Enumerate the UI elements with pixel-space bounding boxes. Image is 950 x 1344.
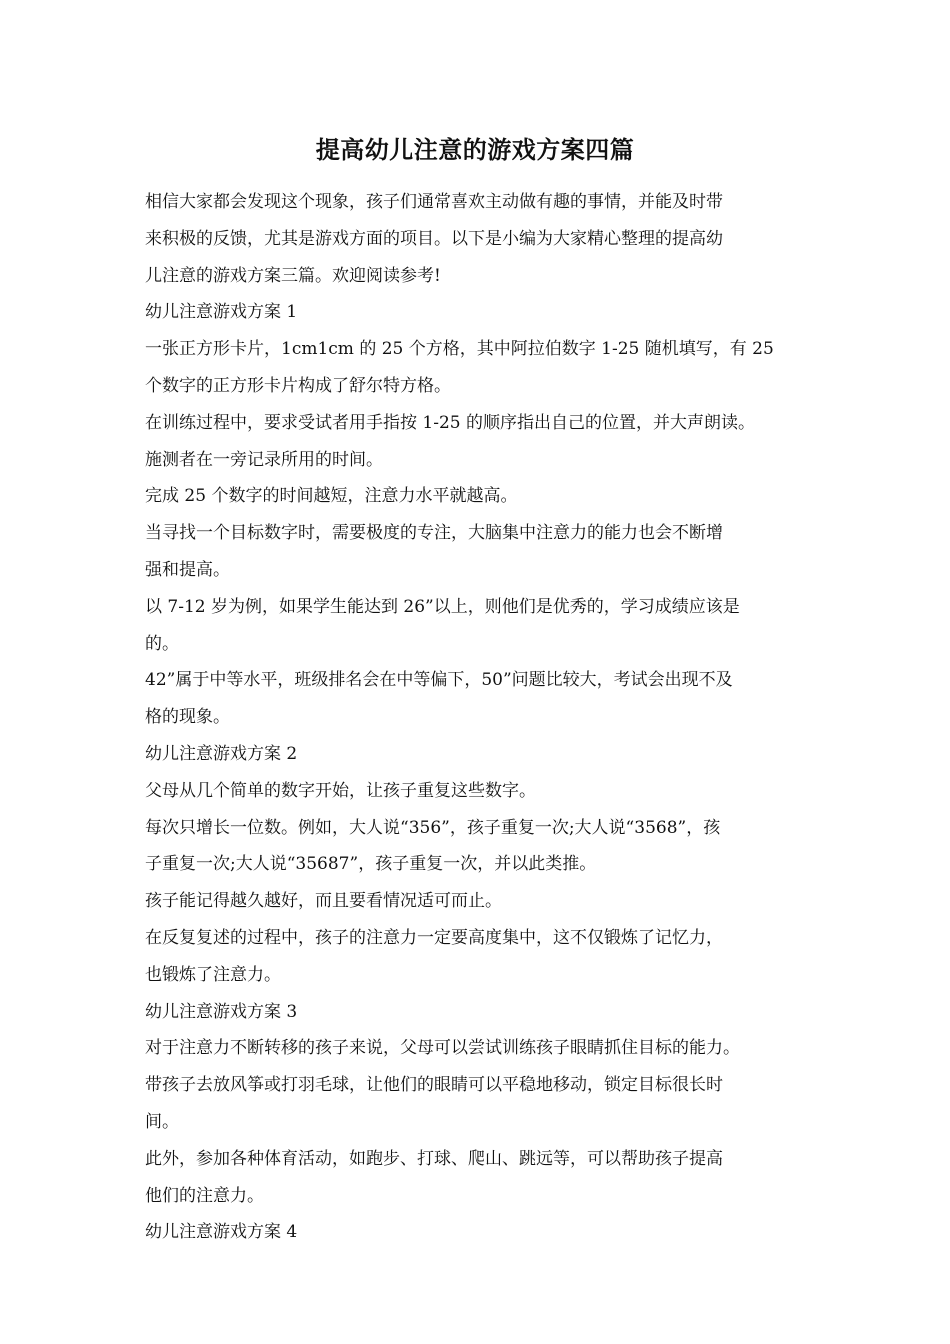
text-line: 幼儿注意游戏方案 2: [145, 743, 298, 764]
text-line: 42”属于中等水平，班级排名会在中等偏下，50”问题比较大，考试会出现不及: [145, 670, 733, 691]
text-line: 每次只增长一位数。例如，大人说“356”，孩子重复一次;大人说“3568”，孩: [145, 817, 721, 838]
text-line: 幼儿注意游戏方案 4: [145, 1222, 298, 1243]
text-line: 带孩子去放风筝或打羽毛球，让他们的眼睛可以平稳地移动，锁定目标很长时: [145, 1075, 723, 1096]
text-line: 以 7-12 岁为例，如果学生能达到 26”以上，则他们是优秀的，学习成绩应该是: [145, 596, 740, 617]
text-line: 完成 25 个数字的时间越短，注意力水平就越高。: [145, 486, 518, 507]
text-line: 在反复复述的过程中，孩子的注意力一定要高度集中，这不仅锻炼了记忆力，: [145, 927, 723, 948]
text-line: 施测者在一旁记录所用的时间。: [145, 449, 383, 470]
text-line: 在训练过程中，要求受试者用手指按 1-25 的顺序指出自己的位置，并大声朗读。: [145, 412, 755, 433]
text-line: 的。: [145, 633, 179, 654]
document-title: 提高幼儿注意的游戏方案四篇: [315, 135, 635, 164]
text-line: 幼儿注意游戏方案 3: [145, 1001, 298, 1022]
text-line: 相信大家都会发现这个现象，孩子们通常喜欢主动做有趣的事情，并能及时带: [145, 192, 723, 212]
text-line: 一张正方形卡片，1cm1cm 的 25 个方格，其中阿拉伯数字 1-25 随机填写，有 25: [145, 339, 774, 360]
text-line: 父母从几个简单的数字开始，让孩子重复这些数字。: [145, 780, 536, 801]
text-line: 幼儿注意游戏方案 1: [145, 302, 298, 323]
document-body: [145, 184, 825, 1251]
text-line: 来积极的反馈，尤其是游戏方面的项目。以下是小编为大家精心整理的提高幼: [145, 228, 723, 249]
text-line: 强和提高。: [145, 559, 230, 580]
text-line: 格的现象。: [145, 707, 230, 728]
text-line: 对于注意力不断转移的孩子来说，父母可以尝试训练孩子眼睛抓住目标的能力。: [145, 1038, 740, 1059]
text-line: 儿注意的游戏方案三篇。欢迎阅读参考!: [145, 265, 441, 286]
text-line: 他们的注意力。: [145, 1185, 264, 1206]
text-line: 子重复一次;大人说“35687”，孩子重复一次，并以此类推。: [145, 854, 597, 875]
text-line: 个数字的正方形卡片构成了舒尔特方格。: [145, 375, 451, 396]
text-line: 此外，参加各种体育活动，如跑步、打球、爬山、跳远等，可以帮助孩子提高: [145, 1148, 723, 1169]
text-line: 当寻找一个目标数字时，需要极度的专注，大脑集中注意力的能力也会不断增: [145, 523, 723, 544]
text-line: 孩子能记得越久越好，而且要看情况适可而止。: [145, 891, 502, 912]
text-line: 间。: [145, 1111, 179, 1132]
text-line: 也锻炼了注意力。: [145, 964, 281, 985]
